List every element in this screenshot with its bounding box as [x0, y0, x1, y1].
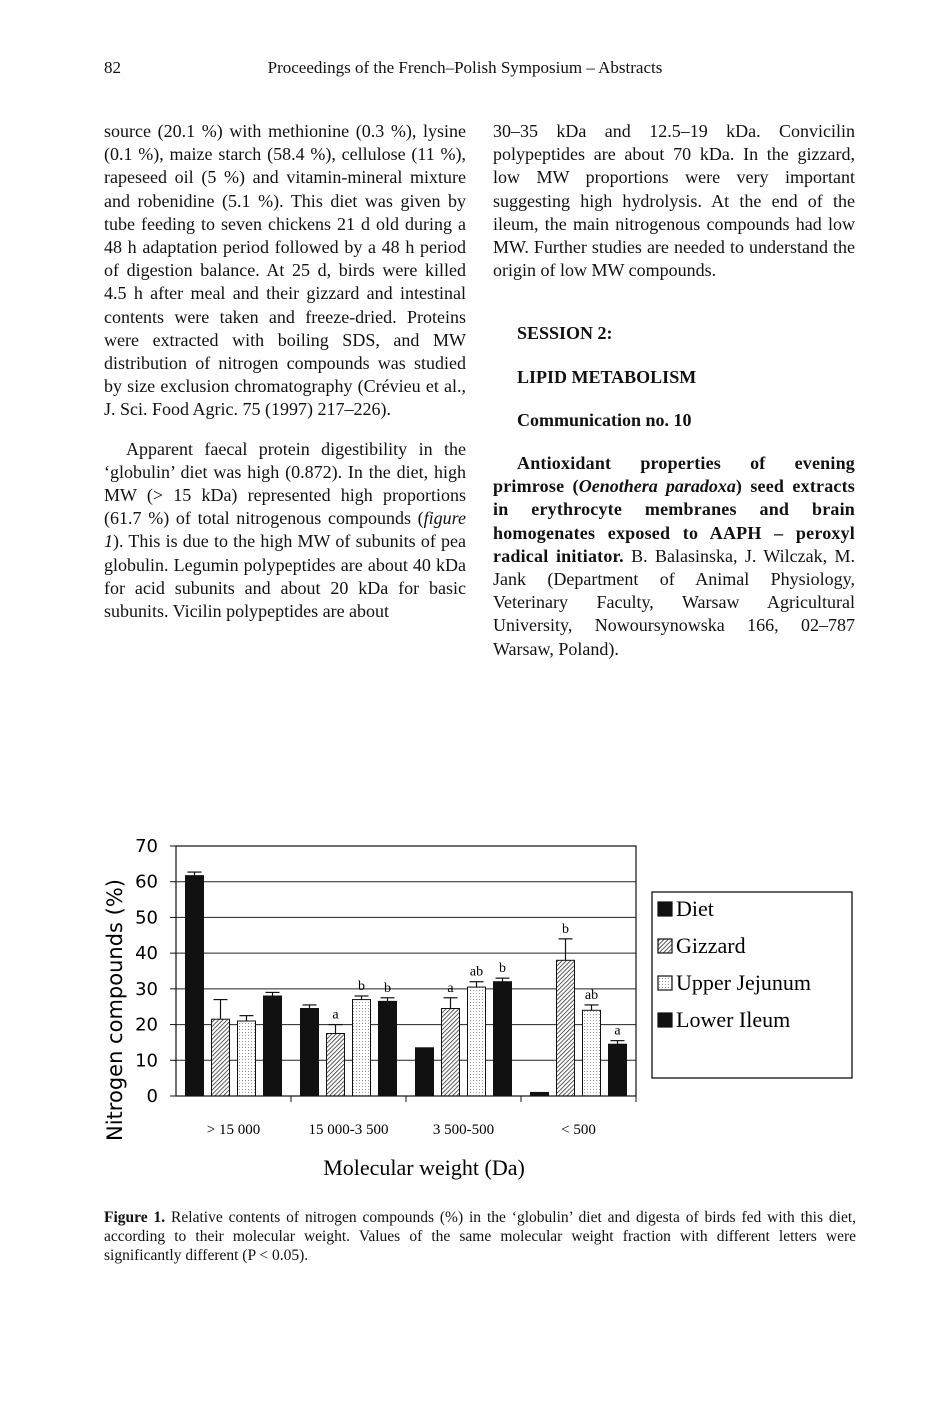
caption-text: Relative contents of nitrogen compounds (%) in the ‘globulin’ diet and digesta of birds fed with this diet, according to their molecular weight. Values of the same molecular weight fraction with different letters were significantly different (P < 0.05). [104, 1209, 857, 1264]
bar [327, 1034, 345, 1097]
legend [652, 892, 852, 1078]
legend-label: Lower Ileum [676, 1007, 791, 1032]
bar [557, 960, 575, 1096]
methods-paragraph: source (20.1 %) with methionine (0.3 %), lysine (0.1 %), maize starch (58.4 %), cellulose (11 %), rapeseed oil (5 %) and vitamin-mineral mixture and robenidine (5.1 %). This diet was given by tube feeding to seven chickens 21 d old during a 48 h adaptation period followed by a 48 h period of digestion balance. At 25 d, birds were killed 4.5 h after meal and their gizzard and intestinal contents were taken and freeze-dried. Proteins were extracted with boiling SDS, and MW distribution of nitrogen compounds was studied by size exclusion chromatography (Crévieu et al., J. Sci. Food Agric. 75 (1997) 217–226). [104, 121, 466, 420]
bar [379, 1001, 397, 1096]
legend-label: Upper Jejunum [676, 970, 812, 995]
y-tick-label: 60 [135, 871, 158, 893]
bar [583, 1010, 601, 1096]
caption-label: Figure 1. [104, 1209, 166, 1226]
abstract-title-a: Antioxidant properties of evening primrose ( [493, 453, 855, 497]
y-tick-label: 10 [135, 1050, 158, 1072]
abstract-title-species: Oenothera paradoxa [578, 476, 736, 497]
legend-swatch [658, 1013, 672, 1027]
legend-swatch [658, 939, 672, 953]
figure-1 [94, 830, 874, 1190]
left-column [104, 120, 466, 623]
significance-letter: b [499, 961, 506, 977]
y-tick-label: 70 [135, 836, 158, 857]
results-text-a: Apparent faecal protein digestibility in the ‘globulin’ diet was high (0.872). In the diet, high MW (> 15 kDa) represented high proportions (61.7 %) of total nitrogenous compounds ( [104, 438, 466, 529]
legend-label: Gizzard [676, 933, 746, 958]
page-header [0, 58, 930, 82]
x-tick-label: 3 500-500 [432, 1122, 495, 1138]
running-title: Proceedings of the French–Polish Symposium – Abstracts [267, 58, 663, 77]
y-tick-label: 40 [135, 943, 158, 965]
significance-letter: a [447, 980, 454, 996]
x-axis-title: Molecular weight (Da) [323, 1155, 525, 1180]
bar [353, 1000, 371, 1096]
session-heading: SESSION 2: [517, 323, 613, 344]
y-tick-label: 0 [146, 1086, 158, 1107]
bar [442, 1009, 460, 1097]
bars [186, 872, 627, 1096]
bar [609, 1044, 627, 1096]
legend-swatch [658, 976, 672, 990]
abstract-authors: B. Balasinska, J. Wilczak, M. Jank (Department of Animal Physiology, Veterinary Faculty, Warsaw Agricultural University, Nowoursynowska 166, 02–787 Warsaw, Poland). [493, 545, 855, 659]
bar [468, 987, 486, 1096]
figure-caption [104, 1208, 856, 1265]
abstract-title-b: ) seed extracts in erythrocyte membranes and brain homogenates exposed to AAPH – peroxyl radical initiator. [493, 476, 855, 566]
legend-swatch [658, 902, 672, 916]
bar [301, 1009, 319, 1097]
y-tick-label: 50 [135, 907, 158, 929]
x-tick-label: < 500 [561, 1122, 596, 1138]
y-tick-label: 30 [135, 978, 158, 1000]
bar [186, 876, 204, 1096]
communication-heading: Communication no. 10 [517, 409, 692, 430]
bar [238, 1021, 256, 1096]
abstract-entry [493, 452, 855, 661]
significance-letter: b [562, 921, 569, 937]
session-title: LIPID METABOLISM [517, 366, 697, 387]
bar [212, 1019, 230, 1096]
bar [264, 996, 282, 1096]
right-column [493, 120, 855, 661]
bar-chart [94, 830, 874, 1190]
significance-letter: a [332, 1007, 339, 1023]
x-tick-label: > 15 000 [206, 1122, 261, 1138]
y-tick-label: 20 [135, 1014, 158, 1036]
legend-label: Diet [676, 896, 714, 921]
x-tick-label: 15 000-3 500 [308, 1122, 389, 1138]
results-text-b: ). This is due to the high MW of subunits of pea globulin. Legumin polypeptides are about 40 kDa for acid subunits and about 20 kDa for basic subunits. Vicilin polypeptides are about [104, 531, 466, 622]
significance-letter: b [384, 980, 391, 996]
results-paragraph [104, 438, 466, 624]
page-number: 82 [104, 58, 121, 77]
significance-letter: ab [584, 987, 599, 1003]
bar [416, 1048, 434, 1096]
significance-letter: a [614, 1023, 621, 1039]
discussion-paragraph: 30–35 kDa and 12.5–19 kDa. Convicilin polypeptides are about 70 kDa. In the gizzard, low MW proportions were very important suggesting high hydrolysis. At the end of the ileum, the main nitrogenous compounds had low MW. Further studies are needed to understand the origin of low MW compounds. [493, 121, 855, 281]
significance-letter: ab [469, 964, 484, 980]
significance-letter: b [358, 979, 365, 994]
bar [494, 982, 512, 1096]
y-axis-title: Nitrogen compounds (%) [103, 879, 127, 1141]
figure-reference: figure 1 [104, 508, 466, 552]
